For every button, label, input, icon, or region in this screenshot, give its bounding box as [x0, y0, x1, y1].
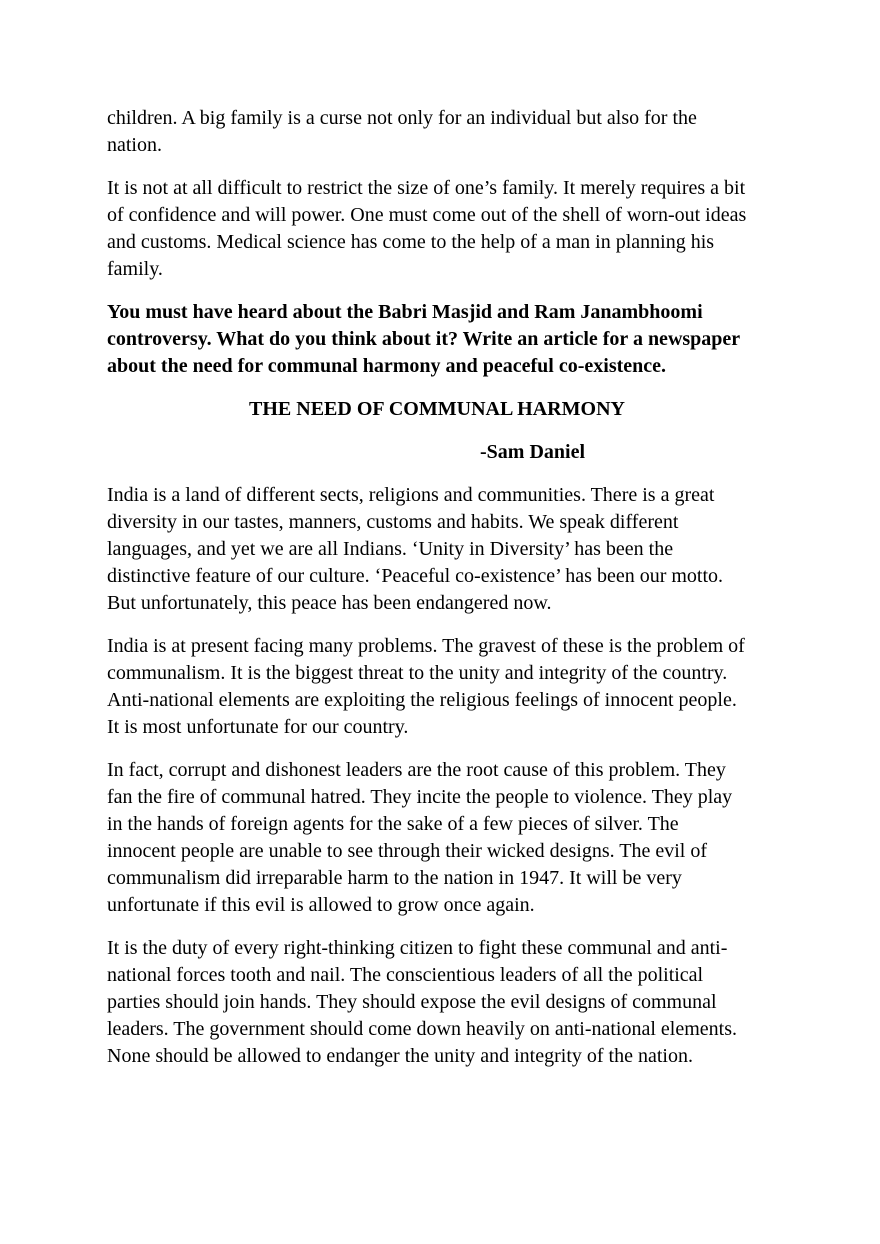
paragraph: [107, 935, 787, 1070]
text-line: leaders. The government should come down heavily on anti-national elements.: [107, 1018, 738, 1040]
text-line: in the hands of foreign agents for the sake of a few pieces of silver. The: [107, 813, 679, 835]
text-line: fan the fire of communal hatred. They incite the people to violence. They play: [107, 786, 733, 808]
text-line: communalism did irreparable harm to the nation in 1947. It will be very: [107, 867, 682, 889]
text-line: parties should join hands. They should expose the evil designs of communal: [107, 991, 717, 1013]
text-line: children. A big family is a curse not only for an individual but also for the: [107, 107, 697, 129]
text-line: India is a land of different sects, religions and communities. There is a great: [107, 484, 715, 506]
text-line: In fact, corrupt and dishonest leaders are the root cause of this problem. They: [107, 759, 726, 781]
text-line: family.: [107, 258, 163, 280]
article-author: -Sam Daniel: [480, 441, 585, 463]
text-line: national forces tooth and nail. The conscientious leaders of all the political: [107, 964, 704, 986]
text-line: of confidence and will power. One must come out of the shell of worn-out ideas: [107, 204, 747, 226]
text-line: controversy. What do you think about it? Write an article for a newspaper: [107, 328, 741, 350]
text-line: Anti-national elements are exploiting the religious feelings of innocent people.: [107, 689, 737, 711]
text-line: diversity in our tastes, manners, customs and habits. We speak different: [107, 511, 679, 533]
text-line: You must have heard about the Babri Masjid and Ram Janambhoomi: [107, 301, 703, 323]
text-line: India is at present facing many problems. The gravest of these is the problem of: [107, 635, 745, 657]
text-line: nation.: [107, 134, 162, 156]
text-line: languages, and yet we are all Indians. ‘Unity in Diversity’ has been the: [107, 538, 674, 560]
text-line: communalism. It is the biggest threat to the unity and integrity of the country.: [107, 662, 728, 684]
text-line: distinctive feature of our culture. ‘Peaceful co-existence’ has been our motto.: [107, 565, 724, 587]
text-line: It is not at all difficult to restrict the size of one’s family. It merely requires a bit: [107, 177, 746, 199]
paragraph: [107, 175, 787, 283]
article-title: THE NEED OF COMMUNAL HARMONY: [249, 398, 625, 420]
text-line: about the need for communal harmony and peaceful co-existence.: [107, 355, 667, 377]
intro-section: [107, 105, 787, 283]
text-line: But unfortunately, this peace has been endangered now.: [107, 592, 552, 614]
paragraph: [107, 105, 787, 159]
text-line: innocent people are unable to see through their wicked designs. The evil of: [107, 840, 707, 862]
text-line: unfortunate if this evil is allowed to grow once again.: [107, 894, 535, 916]
text-line: It is the duty of every right-thinking citizen to fight these communal and anti-: [107, 937, 728, 959]
document-page: [107, 105, 787, 1086]
question-prompt: [107, 299, 787, 380]
paragraph: [107, 757, 787, 919]
text-line: It is most unfortunate for our country.: [107, 716, 409, 738]
paragraph: [107, 482, 787, 617]
article-body: [107, 482, 787, 1070]
text-line: and customs. Medical science has come to the help of a man in planning his: [107, 231, 715, 253]
text-line: None should be allowed to endanger the unity and integrity of the nation.: [107, 1045, 693, 1067]
paragraph: [107, 633, 787, 741]
